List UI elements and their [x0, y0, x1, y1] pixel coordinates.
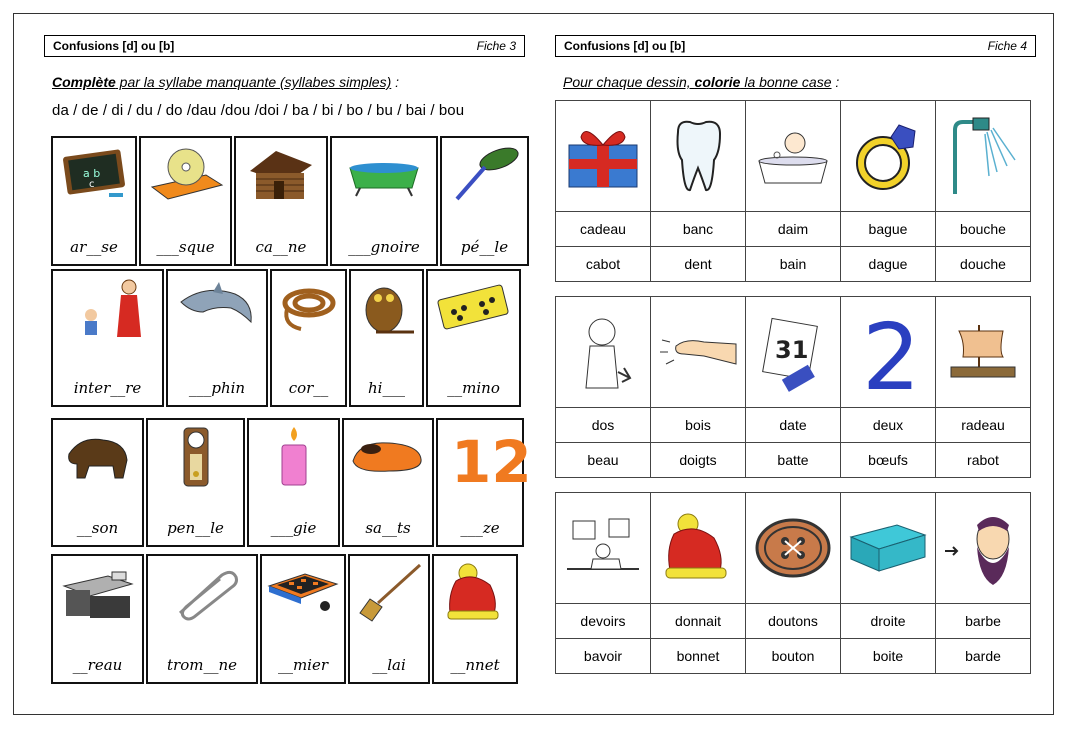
right-header [555, 35, 1036, 57]
answer-cell[interactable]: cabot [556, 247, 651, 282]
answer-cell[interactable]: deux [841, 408, 936, 443]
picture-cell [936, 101, 1031, 212]
answer-cell[interactable]: cadeau [556, 212, 651, 247]
left-header [44, 35, 525, 57]
word-card[interactable] [146, 418, 245, 547]
word-blank: pé__le [460, 238, 509, 256]
word-card[interactable] [51, 269, 164, 407]
word-blank: sa__ts [365, 519, 411, 537]
right-header-fiche: Fiche 4 [987, 39, 1027, 53]
picture-cell [841, 493, 936, 604]
answer-cell[interactable]: devoirs [556, 604, 651, 639]
answer-cell[interactable]: batte [746, 443, 841, 478]
answer-cell[interactable]: barde [936, 639, 1031, 674]
left-header-title: Confusions [d] ou [b] [53, 39, 175, 53]
teacher-child-icon [53, 275, 162, 341]
left-row-2 [51, 269, 521, 407]
right-header-title: Confusions [d] ou [b] [564, 39, 686, 53]
word-card[interactable] [330, 136, 438, 266]
shower-head-icon [936, 101, 1030, 211]
answer-cell[interactable]: douche [936, 247, 1031, 282]
picture-cell [936, 493, 1031, 604]
right-instruction-part1: Pour chaque dessin, [563, 74, 695, 90]
word-card[interactable] [436, 418, 532, 547]
word-blank: ___gnoire [348, 238, 420, 256]
word-blank: __mino [447, 379, 500, 397]
word-blank: __mier [277, 656, 329, 674]
word-blank: inter__re [73, 379, 142, 397]
right-instruction-bold: colorie [694, 74, 741, 90]
answer-cell[interactable]: banc [651, 212, 746, 247]
word-blank: __son [76, 519, 119, 537]
left-instruction-bold: Complète [52, 74, 116, 90]
tennis-racket-icon [442, 142, 527, 208]
wool-hat-icon [651, 493, 745, 603]
dolphin-icon [168, 275, 266, 341]
answer-cell[interactable]: barbe [936, 604, 1031, 639]
picture-cell [841, 101, 936, 212]
log-cabin-icon [236, 142, 326, 208]
candle-icon [249, 424, 338, 490]
left-instruction-rest: par la syllabe manquante (syllabes simples) [115, 74, 392, 90]
answer-cell[interactable]: bonnet [651, 639, 746, 674]
owl-icon [351, 275, 422, 341]
picture-cell [936, 297, 1031, 408]
office-desk-icon [53, 560, 142, 626]
answer-cell[interactable]: rabot [936, 443, 1031, 478]
word-blank: __nnet [450, 656, 500, 674]
chalkboard-icon [53, 142, 135, 208]
left-row-4 [51, 554, 518, 684]
button-icon [746, 493, 840, 603]
answer-cell[interactable]: daim [746, 212, 841, 247]
word-blank: hi___ [368, 379, 405, 397]
word-card[interactable] [432, 554, 518, 684]
word-blank: ___gie [270, 519, 317, 537]
number-two-icon [841, 297, 935, 411]
picture-cell [746, 101, 841, 212]
word-blank: pen__le [167, 519, 224, 537]
girl-back-icon [556, 297, 650, 407]
domino-icon [428, 275, 519, 341]
right-instruction-part2: la bonne case [740, 74, 832, 90]
picture-cell [746, 297, 841, 408]
word-card[interactable] [270, 269, 347, 407]
gift-box-icon [556, 101, 650, 211]
word-card[interactable] [260, 554, 346, 684]
answer-cell[interactable]: donnait [651, 604, 746, 639]
answer-cell[interactable]: bain [746, 247, 841, 282]
child-in-bath-icon [746, 101, 840, 211]
left-instruction-suffix: : [391, 74, 400, 90]
answer-cell[interactable]: bouton [746, 639, 841, 674]
word-card[interactable] [440, 136, 529, 266]
word-blank: __reau [72, 656, 123, 674]
answer-cell[interactable]: bague [841, 212, 936, 247]
word-card[interactable] [51, 418, 144, 547]
answer-cell[interactable]: radeau [936, 408, 1031, 443]
answer-cell[interactable]: doigts [651, 443, 746, 478]
word-card[interactable] [139, 136, 232, 266]
word-card[interactable] [426, 269, 521, 407]
paperclip-icon [148, 560, 256, 626]
picture-cell [651, 493, 746, 604]
word-card[interactable] [348, 554, 430, 684]
svg-text:31: 31 [775, 336, 809, 364]
clogs-icon [344, 424, 432, 490]
right-instruction-suffix: : [831, 74, 840, 90]
bearded-man-icon [936, 493, 1030, 603]
picture-cell [556, 493, 651, 604]
answer-cell[interactable]: bois [651, 408, 746, 443]
left-instruction [52, 74, 399, 90]
right-instruction [563, 74, 839, 90]
answer-cell[interactable]: bavoir [556, 639, 651, 674]
answer-cell[interactable]: bouche [936, 212, 1031, 247]
choice-table-1 [555, 100, 1031, 282]
word-blank: __lai [372, 656, 406, 674]
answer-cell[interactable]: droite [841, 604, 936, 639]
answer-cell[interactable]: dague [841, 247, 936, 282]
svg-text:a b: a b [83, 167, 101, 180]
pendulum-clock-icon [148, 424, 243, 490]
left-header-fiche: Fiche 3 [476, 39, 516, 53]
bison-icon [53, 424, 142, 490]
picture-cell [556, 297, 651, 408]
word-card[interactable] [247, 418, 340, 547]
picture-cell [746, 493, 841, 604]
answer-cell[interactable]: date [746, 408, 841, 443]
picture-cell [651, 297, 746, 408]
word-blank: trom__ne [167, 656, 237, 674]
answer-cell[interactable]: doutons [746, 604, 841, 639]
word-card[interactable] [342, 418, 434, 547]
svg-text:12: 12 [451, 428, 532, 496]
choice-table-2 [555, 296, 1031, 478]
child-homework-icon [556, 493, 650, 603]
word-blank: ca__ne [255, 238, 307, 256]
cd-disc-icon [141, 142, 230, 208]
checkers-board-icon [262, 560, 344, 626]
word-blank: ___sque [156, 238, 215, 256]
word-card[interactable] [166, 269, 268, 407]
calendar-icon [746, 297, 840, 407]
broom-icon [350, 560, 428, 626]
answer-cell[interactable]: dos [556, 408, 651, 443]
svg-text:2: 2 [862, 304, 921, 411]
ring-icon [841, 101, 935, 211]
word-card[interactable] [349, 269, 424, 407]
left-row-1 [51, 136, 529, 266]
picture-cell [556, 101, 651, 212]
bathtub-icon [332, 142, 436, 208]
answer-cell[interactable]: boite [841, 639, 936, 674]
left-row-3 [51, 418, 532, 547]
svg-text:c: c [89, 179, 95, 190]
picture-cell [651, 101, 746, 212]
wool-hat-icon [434, 560, 516, 626]
picture-cell [841, 297, 936, 411]
number-twelve-icon [438, 424, 532, 496]
answer-cell[interactable]: beau [556, 443, 651, 478]
raft-icon [936, 297, 1030, 407]
word-blank: cor__ [288, 379, 329, 397]
word-card[interactable] [51, 554, 144, 684]
answer-cell[interactable]: bœufs [841, 443, 936, 478]
rope-icon [272, 275, 345, 341]
choice-table-3 [555, 492, 1031, 674]
word-card[interactable] [51, 136, 137, 266]
tooth-icon [651, 101, 745, 211]
box-icon [841, 493, 935, 603]
word-blank: ___phin [188, 379, 246, 397]
word-blank: ___ze [460, 519, 500, 537]
word-blank: ar__se [70, 238, 118, 256]
word-card[interactable] [146, 554, 258, 684]
syllable-list: da / de / di / du / do /dau /dou /doi / ba / bi / bo / bu / bai / bou [52, 102, 465, 119]
word-card[interactable] [234, 136, 328, 266]
answer-cell[interactable]: dent [651, 247, 746, 282]
pointing-hand-icon [651, 297, 745, 407]
